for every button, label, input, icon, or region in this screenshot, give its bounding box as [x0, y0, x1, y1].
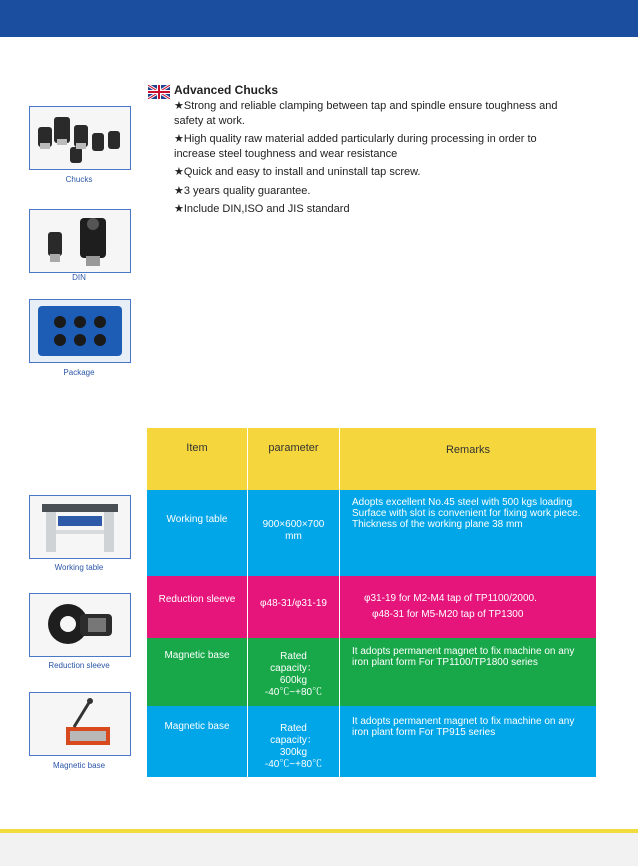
row-parameter: Rated capacity：300kg -40℃~+80℃ — [264, 723, 323, 770]
working-table-caption: Working table — [54, 563, 104, 572]
table-row — [147, 638, 596, 706]
row-remarks — [340, 576, 596, 638]
chucks-caption: Chucks — [65, 175, 93, 184]
footer-band — [0, 833, 638, 866]
uk-flag-icon — [148, 85, 170, 99]
table-row — [147, 490, 596, 576]
row-remarks: It adopts permanent magnet to fix machine on any iron plant form For TP915 series — [352, 716, 575, 738]
row-item: Magnetic base — [164, 650, 230, 661]
row-parameter: Rated capacity：600kg -40℃~+80℃ — [264, 651, 323, 698]
din-image — [29, 209, 131, 273]
row-item: Magnetic base — [164, 721, 230, 732]
table-row — [147, 576, 596, 638]
din-caption: DIN — [72, 273, 86, 282]
header-remarks: Remarks — [445, 444, 490, 456]
header-parameter: parameter — [268, 442, 319, 454]
section-title: Advanced Chucks — [174, 83, 279, 97]
reduction-sleeve-caption: Reduction sleeve — [48, 661, 110, 670]
row-remarks-line: φ31-19 for M2-M4 tap of TP1100/2000. — [364, 593, 537, 604]
magnetic-base-caption: Magnetic base — [52, 761, 106, 770]
feature-item: ★3 years quality guarantee. — [174, 184, 311, 197]
table-header-row — [147, 428, 596, 490]
row-item: Working table — [166, 514, 228, 525]
row-item: Reduction sleeve — [158, 594, 236, 605]
row-remarks: Adopts excellent No.45 steel with 500 kgs loading Surface with slot is convenient for fixing work piece. Thickness of the working plane 38 mm — [352, 497, 581, 530]
feature-item: ★Strong and reliable clamping between tap and spindle ensure toughness and safety at work. — [174, 100, 558, 127]
magnetic-base-image — [29, 692, 131, 756]
top-banner — [0, 0, 638, 37]
package-caption: Package — [63, 368, 95, 377]
chucks-image — [29, 106, 131, 170]
feature-item: ★High quality raw material added particularly during processing in order to increase steel toughness and wear resistance — [174, 133, 537, 160]
row-parameter: φ48-31/φ31-19 — [260, 598, 327, 609]
row-remarks-line: φ48-31 for M5-M20 tap of TP1300 — [372, 609, 524, 620]
reduction-sleeve-image — [29, 593, 131, 657]
package-image — [29, 299, 131, 363]
header-item: Item — [186, 442, 208, 454]
feature-item: ★Quick and easy to install and uninstall tap screw. — [174, 166, 421, 178]
feature-item: ★Include DIN,ISO and JIS standard — [174, 203, 350, 215]
feature-list — [174, 99, 574, 221]
row-parameter: 900×600×700 mm — [262, 519, 325, 542]
row-remarks: It adopts permanent magnet to fix machine on any iron plant form For TP1100/TP1800 series — [352, 646, 575, 668]
working-table-image — [29, 495, 131, 559]
table-row — [147, 706, 596, 777]
